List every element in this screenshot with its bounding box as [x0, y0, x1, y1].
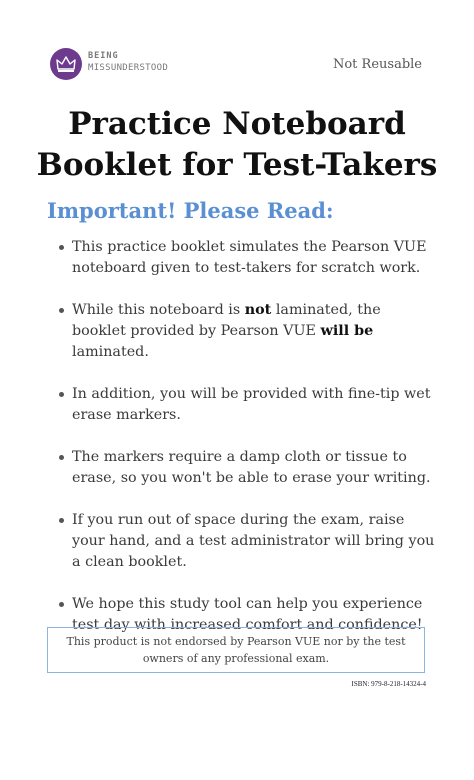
instructions-list: [47, 237, 437, 657]
logo-text-being: BEING: [88, 51, 119, 61]
important-heading: Important! Please Read:: [47, 198, 334, 223]
brand-logo: [50, 48, 180, 84]
list-item-text: In addition, you will be provided with fine-tip wet erase markers.: [72, 386, 431, 423]
isbn-label: ISBN: 979-8-218-14324-4: [351, 680, 426, 688]
list-item-text: While this noteboard is: [72, 302, 245, 318]
list-item-text: laminated.: [72, 344, 149, 360]
list-item-emphasis: will be: [320, 323, 374, 339]
list-item-text: The markers require a damp cloth or tissue to erase, so you won't be able to erase your writing.: [72, 449, 431, 486]
list-item: [47, 237, 437, 279]
list-item: [47, 300, 437, 363]
list-item-text: If you run out of space during the exam, raise your hand, and a test administrator will bring you a clean booklet.: [72, 512, 435, 570]
disclaimer-box: This product is not endorsed by Pearson VUE nor by the test owners of any professional exam.: [47, 627, 425, 673]
list-item: [47, 447, 437, 489]
list-item-text: laminated, the booklet provided by Pearson VUE: [72, 302, 381, 339]
list-item: [47, 510, 437, 573]
crown-icon: [50, 48, 82, 80]
title-line-2: Booklet for Test-Takers: [36, 147, 438, 183]
title-line-1: Practice Noteboard: [68, 106, 406, 142]
list-item-text: This practice booklet simulates the Pearson VUE noteboard given to test-takers for scratch work.: [72, 239, 427, 276]
list-item-emphasis: not: [244, 302, 272, 318]
page-title: [0, 104, 474, 186]
list-item-text: We hope this study tool can help you experience test day with increased comfort and confidence!: [72, 596, 423, 633]
logo-text-misunderstood: MISSUNDERSTOOD: [88, 63, 169, 73]
not-reusable-label: Not Reusable: [332, 57, 422, 72]
list-item: [47, 384, 437, 426]
